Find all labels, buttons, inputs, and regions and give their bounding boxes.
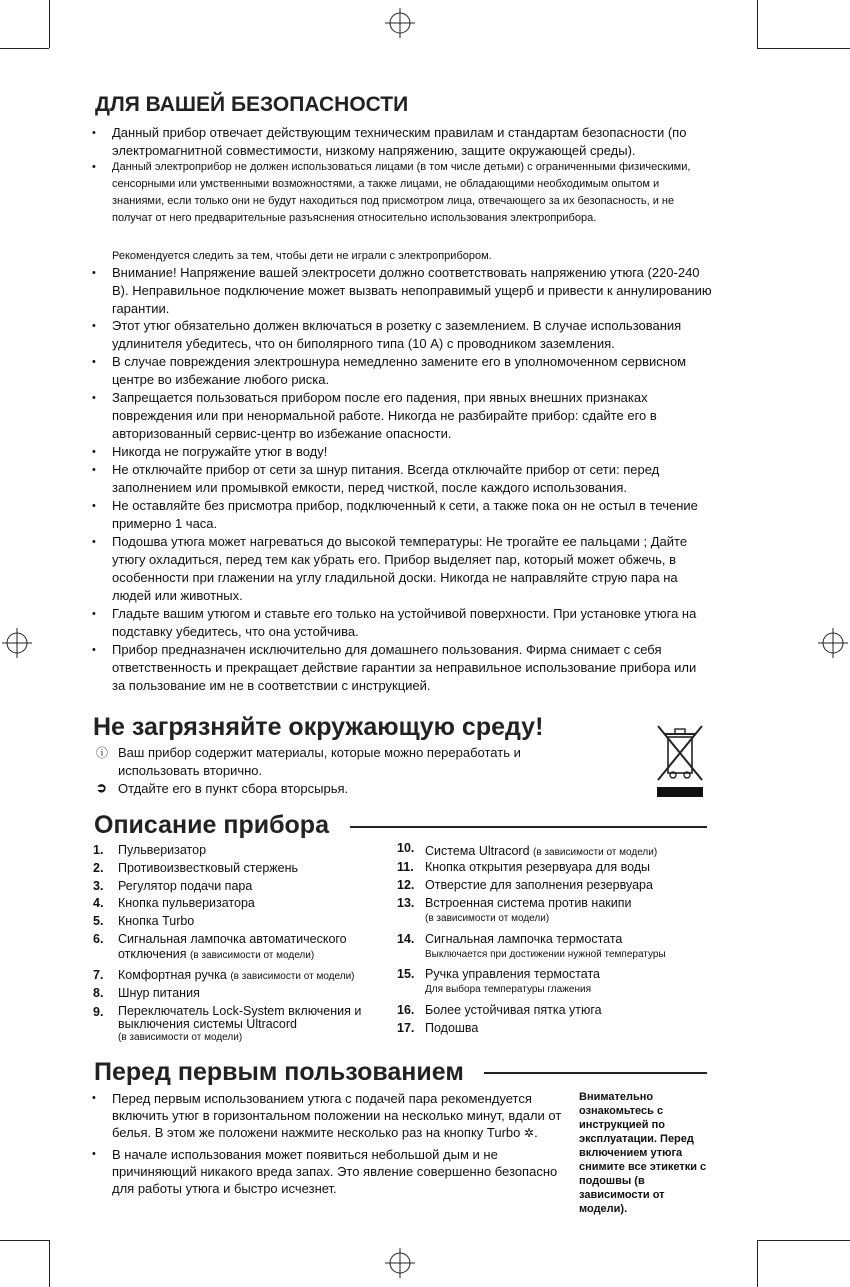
safety-list [92, 124, 712, 695]
item-number: 4. [93, 896, 104, 910]
list-item: • Не оставляйте без присмотра прибор, подключенный к сети, а также пока он не остыл в течение примерно 1 часа. [92, 498, 698, 531]
list-item: • Никогда не погружайте утюг в воду! [92, 444, 328, 459]
item-label: Регулятор подачи пара [118, 879, 253, 893]
bullet-dot-icon: • [92, 608, 96, 620]
arrow-right-icon: ➲ [96, 780, 107, 795]
info-circle-icon: ⓘ [96, 746, 109, 760]
registration-mark-icon [818, 628, 848, 658]
item-label: Система Ultracord (в зависимости от модели) [425, 844, 658, 858]
item-number: 2. [93, 861, 104, 875]
item-number: 8. [93, 986, 104, 1000]
list-item: • Подошва утюга может нагреваться до высокой температуры: Не трогайте ее пальцами ; Дайте утюгу охладиться, перед тем как убрать его. Прибор выделяет пар, который может обжечь, в особенности при глажении на углу гладильной доски. Никогда не направляйте струю пара на людей или животных. [92, 534, 688, 603]
crop-mark [0, 1240, 49, 1241]
crop-mark [49, 0, 50, 48]
item-label: Отверстие для заполнения резервуара [425, 878, 653, 892]
item-label: Кнопка открытия резервуара для воды [425, 860, 651, 874]
bullet-dot-icon: • [92, 127, 96, 139]
item-number: 17. [397, 1021, 415, 1035]
list-item: Рекомендуется следить за тем, чтобы дети не играли с электроприбором. [112, 250, 492, 262]
section-rule [484, 1072, 707, 1074]
item-label: Ручка управления термостата Для выбора температуры глажения [425, 967, 600, 995]
item-number: 5. [93, 914, 104, 928]
crop-mark [757, 0, 758, 48]
bullet-dot-icon: • [92, 1148, 96, 1160]
list-item: • Не отключайте прибор от сети за шнур питания. Всегда отключайте прибор от сети: перед заполнением или промывкой емкости, перед чисткой, после каждого использования. [92, 462, 660, 495]
environment-title: Не загрязняйте окружающую среду! [93, 713, 544, 741]
list-item: • В начале использования может появиться небольшой дым и не причиняющий никакого вреда запах. Это явление совершенно безопасно для работы утюга и быстро исчезнет. [92, 1147, 558, 1196]
environment-item: ➲ Отдайте его в пункт сбора вторсырья. [96, 780, 349, 796]
item-label: Пульверизатор [118, 843, 207, 857]
item-number: 12. [397, 878, 415, 892]
registration-mark-icon [385, 8, 415, 38]
item-label: Переключатель Lock-System включения и выключения системы Ultracord (в зависимости от модели) [118, 1004, 362, 1043]
description-title: Описание прибора [94, 811, 329, 839]
item-label: Противоизвестковый стержень [118, 861, 299, 875]
crop-mark [757, 1240, 758, 1287]
bullet-dot-icon: • [92, 320, 96, 332]
bullet-dot-icon: • [92, 464, 96, 476]
item-number: 16. [397, 1003, 415, 1017]
crop-mark [0, 48, 49, 49]
item-number: 3. [93, 879, 104, 893]
item-number: 14. [397, 932, 415, 946]
list-item: • Запрещается пользоваться прибором после его падения, при явных внешних признаках повреждения или при ненормальной работе. Никогда не разбирайте прибор: сдайте его в авторизованный сервис-центр во избежание опасности. [92, 390, 657, 441]
item-label: Сигнальная лампочка термостата Выключается при достижении нужной температуры [425, 932, 666, 960]
turbo-steam-icon: ✲ [524, 1126, 535, 1140]
bullet-dot-icon: • [92, 500, 96, 512]
item-number: 7. [93, 968, 104, 982]
bullet-dot-icon: • [92, 356, 96, 368]
item-number: 1. [93, 843, 104, 857]
item-number: 13. [397, 896, 415, 910]
item-label: Встроенная система против накипи (в зависимости от модели) [425, 896, 632, 924]
bullet-dot-icon: • [92, 536, 96, 548]
item-label: Шнур питания [118, 986, 200, 1000]
bullet-dot-icon: • [92, 1092, 96, 1104]
list-item: • Этот утюг обязательно должен включаться в розетку с заземлением. В случае использования удлинителя убедитесь, что он биполярного типа (10 A) с проводником заземления. [92, 318, 682, 351]
list-item: • Прибор предназначен исключительно для домашнего пользования. Фирма снимает с себя ответственность и прекращает действие гарантии за неправильное использование прибора или за пользование им не в соответствии с инструкцией. [92, 642, 697, 693]
list-item: • Перед первым использованием утюга с подачей пара рекомендуется включить утюг в горизонтальном положении на несколько минут, вдали от белья. В этом же положени нажмите несколько раз на кнопку Turbo ✲. [92, 1091, 562, 1140]
first-use-title: Перед первым пользованием [94, 1058, 464, 1086]
list-item: • Гладьте вашим утюгом и ставьте его только на устойчивой поверхности. При установке утюга на подставку убедитесь, что она устойчива. [92, 606, 697, 639]
item-number: 9. [93, 1005, 104, 1019]
bullet-dot-icon: • [92, 644, 96, 656]
list-item: • Данный электроприбор не должен использоваться лицами (в том числе детьми) с ограниченными физическими, сенсорными или умственными возможностями, а также лицами, не обладающими необходимым опытом и знаниями, если только они не будут находиться под присмотром лица, отвечающего за их безопасность, и не получат от него предварительные разъяснения относительно использования электроприбора. [92, 161, 691, 224]
item-label: Сигнальная лампочка автоматического отключения (в зависимости от модели) [118, 932, 347, 961]
item-number: 10. [397, 841, 415, 855]
item-number: 11. [397, 860, 414, 874]
bullet-dot-icon: • [92, 161, 96, 173]
item-label: Более устойчивая пятка утюга [425, 1003, 602, 1017]
item-label: Кнопка пульверизатора [118, 896, 255, 910]
crop-mark [757, 48, 850, 49]
bullet-dot-icon: • [92, 392, 96, 404]
item-number: 15. [397, 967, 415, 981]
list-item: • В случае повреждения электрошнура немедленно замените его в уполномоченном сервисном центре во избежание любого риска. [92, 354, 687, 387]
list-item: • Данный прибор отвечает действующим техническим правилам и стандартам безопасности (по электромагнитной совместимости, низкому напряжению, защите окружающей среды). [92, 125, 687, 158]
item-number: 6. [93, 932, 104, 946]
crop-mark [757, 1240, 850, 1241]
bullet-dot-icon: • [92, 446, 96, 458]
bullet-dot-icon: • [92, 267, 96, 279]
section-rule [350, 826, 707, 828]
item-label: Кнопка Turbo [118, 914, 195, 928]
registration-mark-icon [385, 1248, 415, 1278]
list-item: • Внимание! Напряжение вашей электросети должно соответствовать напряжению утюга (220-240 В). Неправильное подключение может вызвать непоправимый ущерб и привести к аннулированию гарантии. [92, 265, 712, 316]
item-label: Подошва [425, 1021, 479, 1035]
crossed-bin-icon [655, 723, 705, 797]
item-label: Комфортная ручка (в зависимости от модели) [118, 968, 355, 982]
safety-title: ДЛЯ ВАШЕЙ БЕЗОПАСНОСТИ [95, 93, 409, 116]
crop-mark [49, 1240, 50, 1287]
side-note: Внимательно ознакомьтесь с инструкцией по эксплуатации. Перед включением утюга снимите все этикетки с подошвы (в зависимости от модели). [579, 1091, 707, 1215]
environment-item: ⓘ Ваш прибор содержит материалы, которые можно переработать и использовать вторично. [96, 745, 521, 778]
registration-mark-icon [2, 628, 32, 658]
first-use-list [92, 1090, 572, 1197]
